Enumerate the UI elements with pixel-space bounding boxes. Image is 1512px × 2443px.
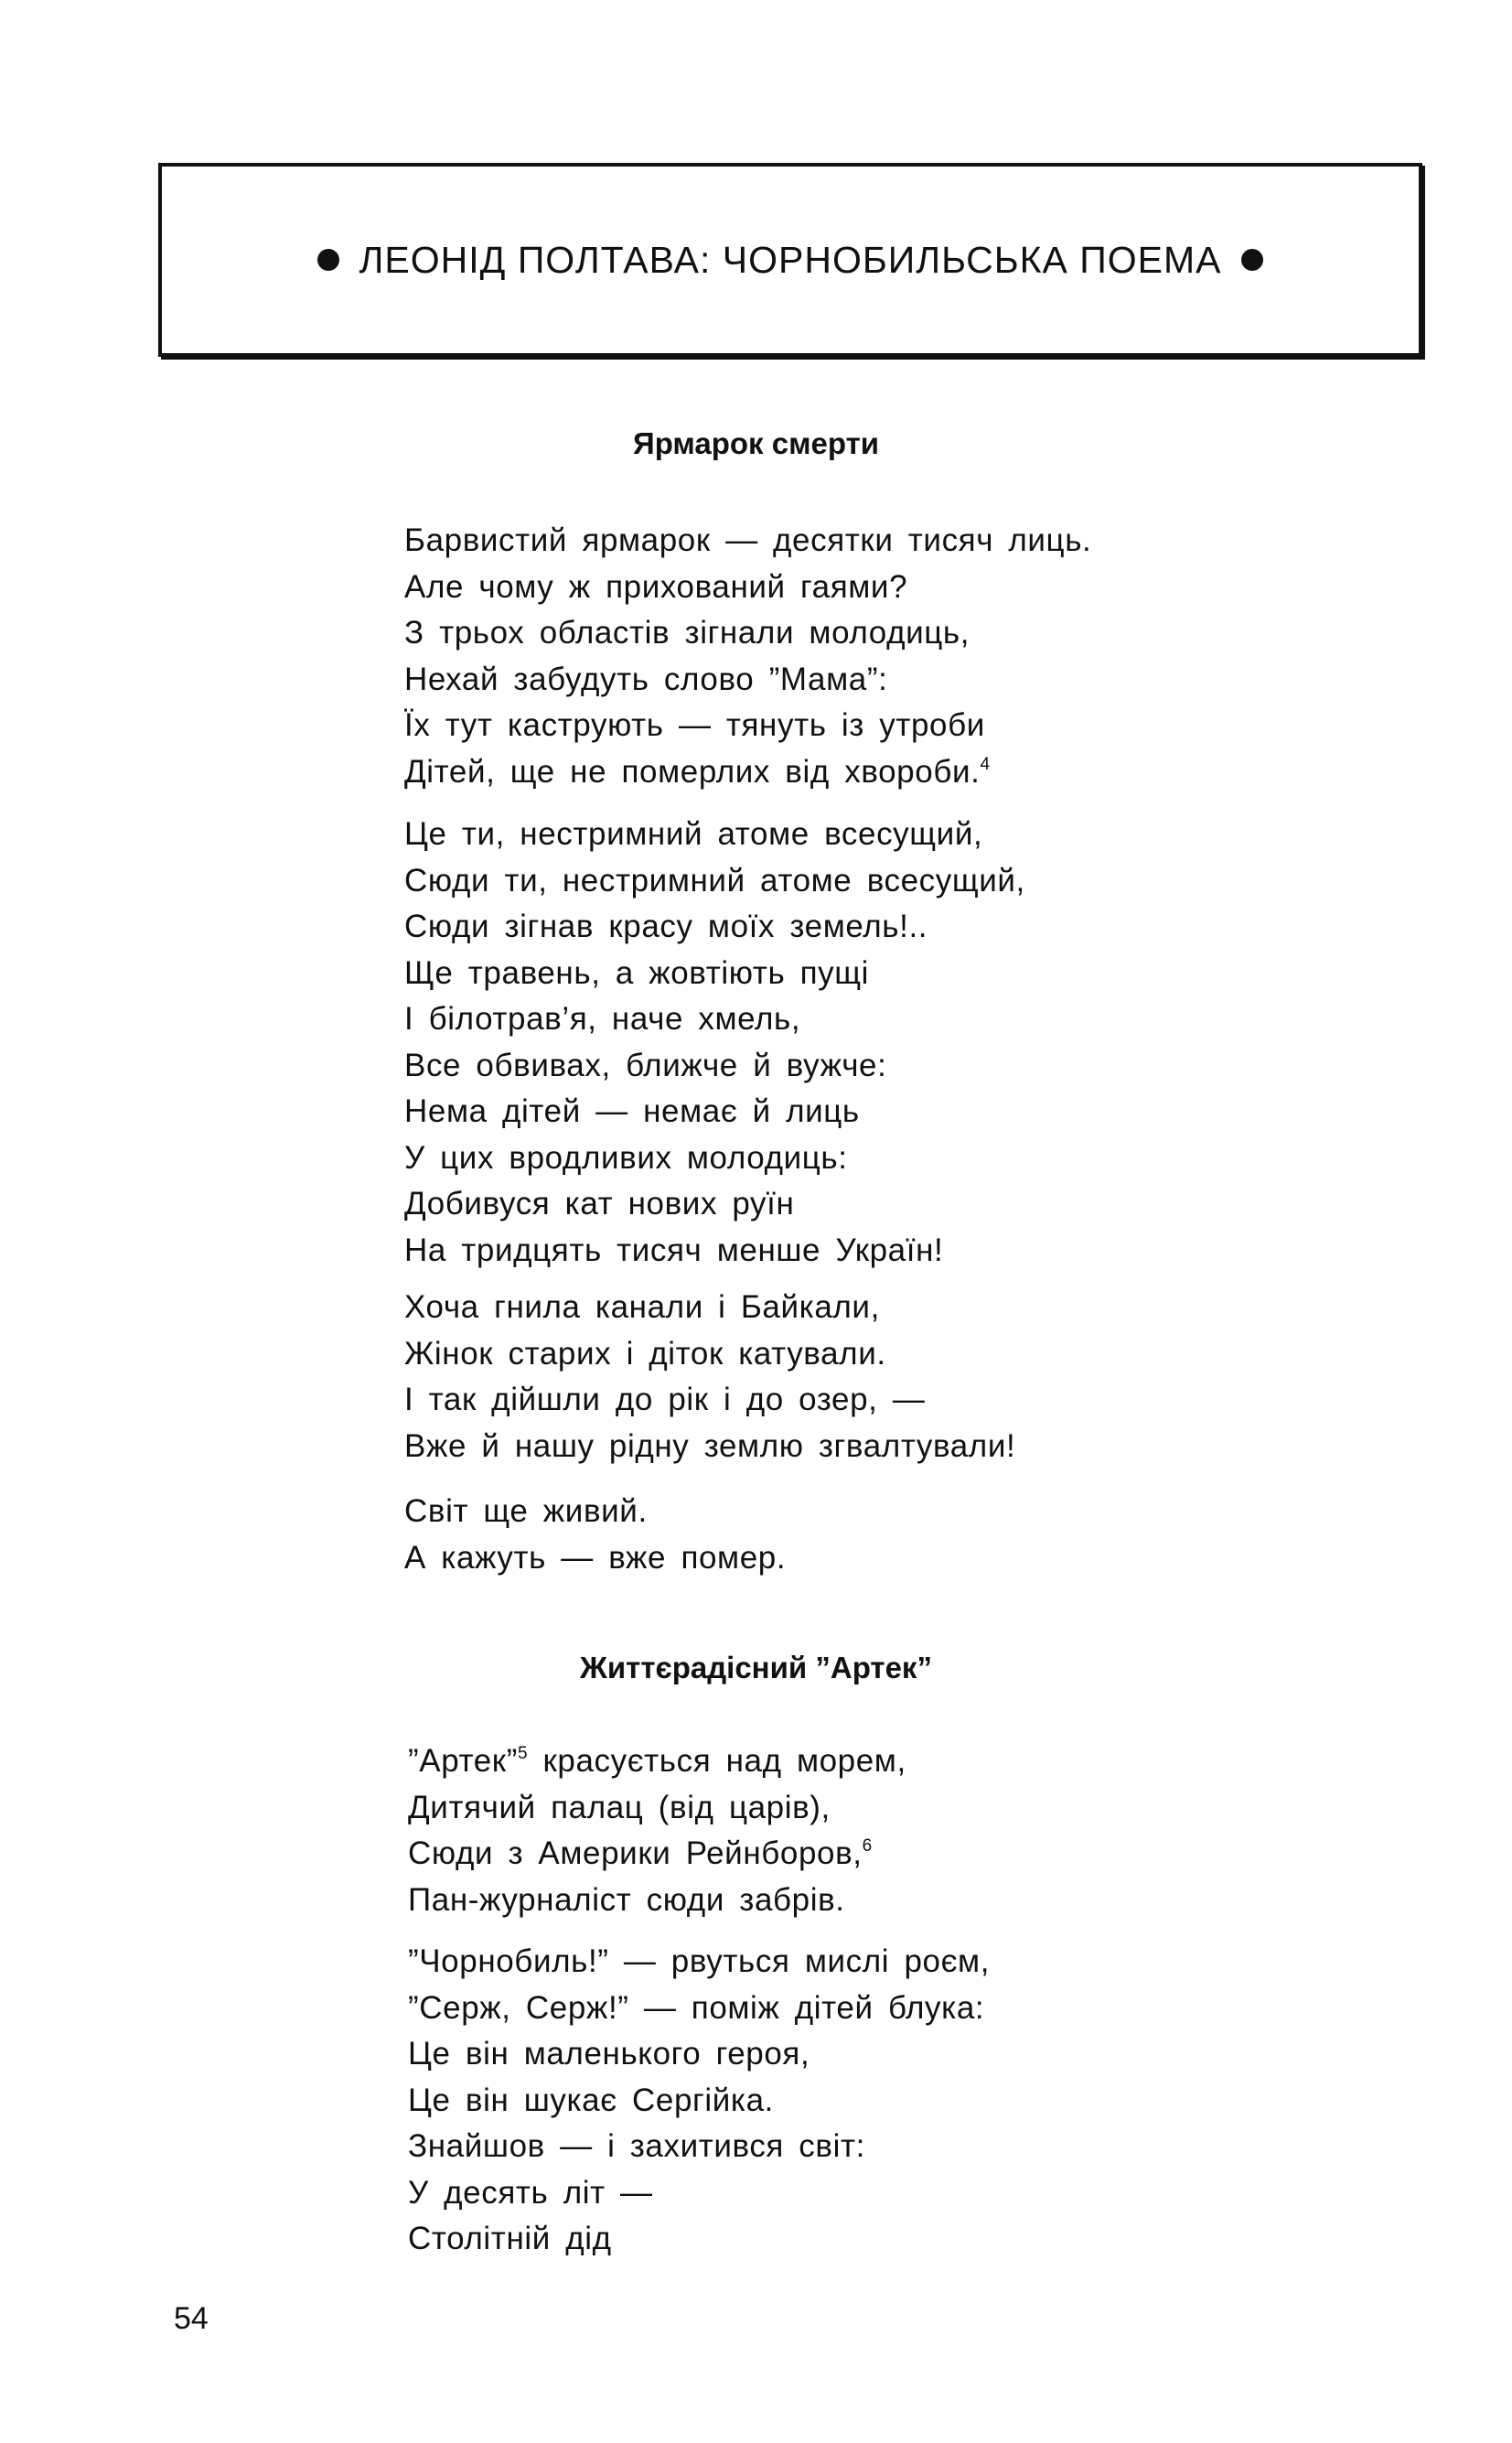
verse-text: Сюди з Америки Рейнборов, (408, 1835, 863, 1871)
verse-line: Жінок старих і діток катували. (404, 1335, 886, 1372)
verse-line: Світ ще живий. (404, 1493, 648, 1529)
verse-line: ”Серж, Серж!” — поміж дітей блука: (408, 1989, 985, 2026)
header-box (158, 163, 1422, 357)
verse-line: На тридцять тисяч менше Україн! (404, 1232, 944, 1268)
verse-line: Дитячий палац (від царів), (408, 1789, 831, 1825)
running-header (317, 239, 1264, 282)
verse-line: Їх тут каструють — тянуть із утроби (404, 707, 985, 743)
verse-text: ”Артек” (408, 1743, 518, 1779)
footnote-mark: 5 (517, 1744, 529, 1763)
verse-line: Нема дітей — немає й лиць (404, 1093, 860, 1129)
verse-line: Сюди зігнав красу моїх земель!.. (404, 909, 928, 944)
poem-title: Ярмарок смерти (632, 426, 880, 460)
verse-line: І так дійшли до рік і до озер, — (404, 1382, 926, 1417)
verse-line: У цих вродливих молодиць: (404, 1139, 848, 1176)
verse-line: Це він шукає Сергійка. (408, 2082, 774, 2118)
stanza (408, 1939, 990, 2263)
verse-line: Знайшов — і захитився світ: (408, 2128, 865, 2164)
verse-line: Хоча гнила канали і Байкали, (404, 1289, 880, 1325)
verse-line: А кажуть — вже помер. (404, 1539, 787, 1576)
verse-line: Але чому ж прихований гаями? (404, 568, 908, 605)
verse-line: Це він маленького героя, (408, 2036, 810, 2072)
stanza (404, 518, 1091, 795)
verse-line: Ще травень, а жовтіють пущі (404, 954, 870, 991)
verse-text: Дітей, ще не померлих від хвороби. (404, 753, 981, 790)
verse-text: красується над морем, (542, 1743, 906, 1779)
stanza (408, 1738, 906, 1923)
verse-line: ”Чорнобиль!” — рвуться мислі роєм, (408, 1943, 991, 1979)
verse-line-with-note (404, 749, 1091, 796)
verse-line: З трьох областів зігнали молодиць, (404, 615, 970, 651)
verse-line: Нехай забудуть слово ”Мама”: (404, 661, 888, 697)
verse-line-with-note (408, 1831, 906, 1878)
bullet-icon (317, 249, 339, 271)
verse-line-with-note (408, 1738, 906, 1785)
verse-line: І білотрав’я, наче хмель, (404, 1001, 801, 1037)
bullet-icon (1241, 249, 1263, 271)
page-number: 54 (174, 2301, 209, 2336)
stanza (404, 1489, 786, 1581)
verse-line: Сюди ти, нестримний атоме всесущий, (404, 862, 1025, 899)
poem-title: Життєрадісний ”Артек” (580, 1651, 932, 1684)
footnote-mark: 4 (980, 754, 991, 774)
stanza (404, 812, 1025, 1274)
verse-line: Вже й нашу рідну землю згвалтували! (404, 1427, 1016, 1464)
header-title-text: ЛЕОНІД ПОЛТАВА: ЧОРНОБИЛЬСЬКА ПОЕМА (359, 238, 1222, 281)
verse-line: У десять літ — (408, 2174, 653, 2211)
verse-line: Столітній дід (408, 2221, 612, 2256)
stanza (404, 1285, 1015, 1469)
verse-line: Барвистий ярмарок — десятки тисяч лиць. (404, 522, 1092, 558)
footnote-mark: 6 (862, 1836, 873, 1856)
verse-line: Це ти, нестримний атоме всесущий, (404, 816, 983, 852)
verse-line: Пан-журналіст сюди забрів. (408, 1881, 845, 1918)
verse-line: Добивуся кат нових руїн (404, 1186, 795, 1222)
verse-line: Все обвивах, ближче й вужче: (404, 1047, 887, 1083)
